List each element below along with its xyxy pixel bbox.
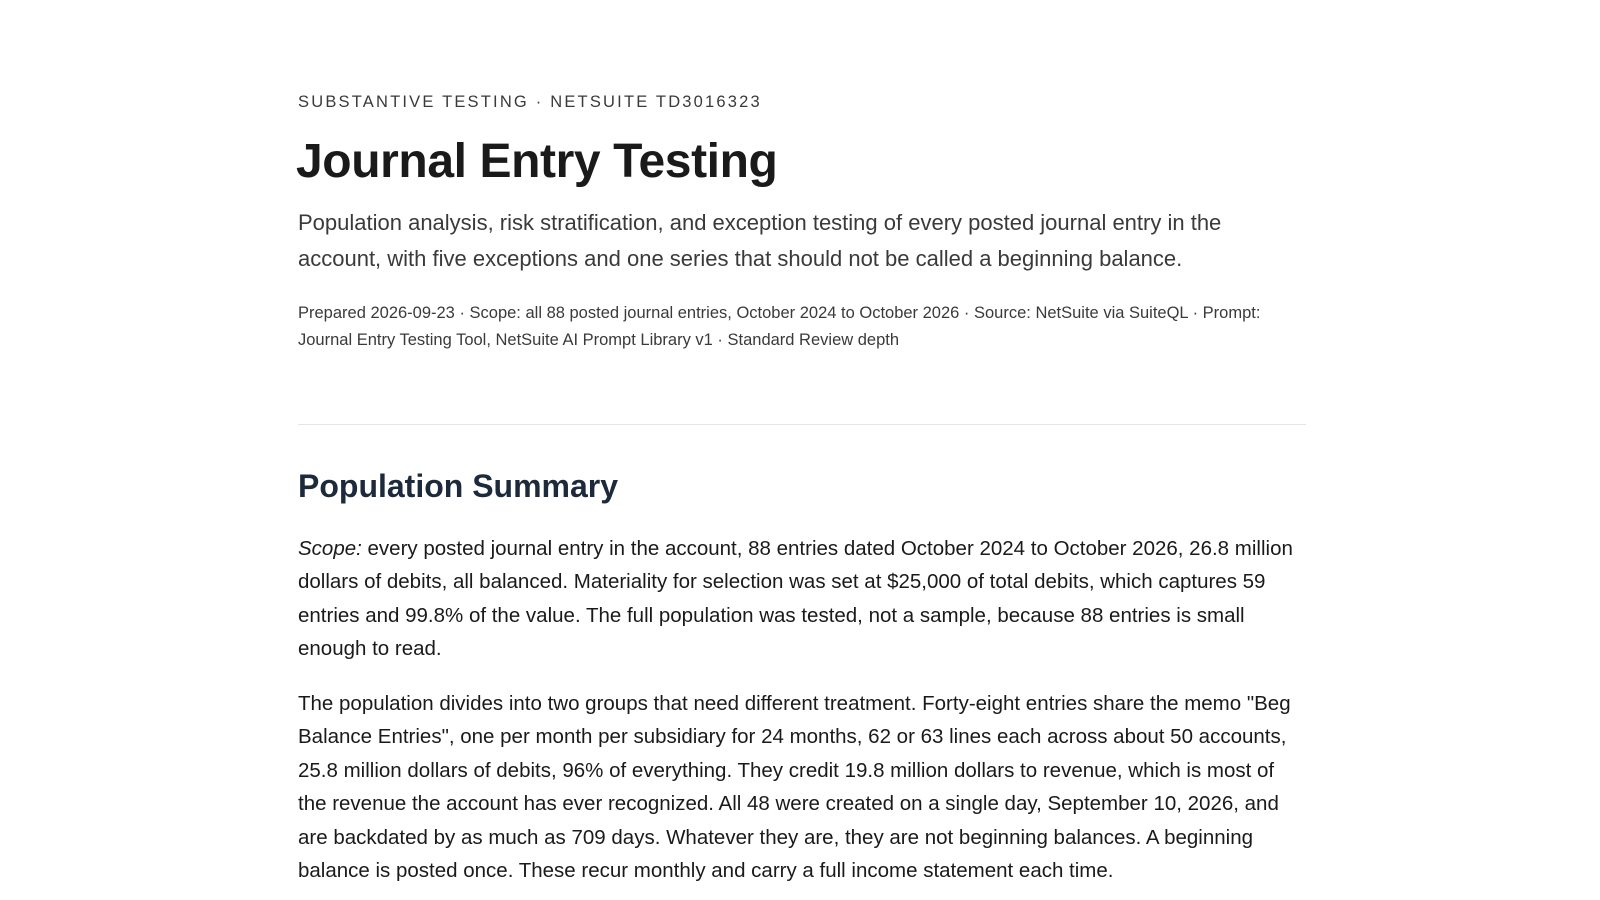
scope-text: every posted journal entry in the account, 88 entries dated October 2024 to October 2026, 26.8 million dollars of debits, all balanced. Materiality for selection was set at $25,000 of total debits, which captures 59 entries and 99.8% of the value. The full population was tested, not a sample, because 88 entries is small enough to read.	[298, 537, 1293, 661]
document-meta: Prepared 2026-09-23 · Scope: all 88 posted journal entries, October 2024 to October 2026 · Source: NetSuite via SuiteQL · Prompt: Journal Entry Testing Tool, NetSuite AI Prompt Library v1 · Standard Review depth	[298, 304, 1261, 349]
scope-label: Scope:	[298, 537, 362, 560]
page-subtitle: Population analysis, risk stratification, and exception testing of every posted journal entry in the account, with five exceptions and one series that should not be called a beginning balance.	[298, 210, 1222, 271]
section-divider	[298, 424, 1306, 425]
paragraph-population-groups: The population divides into two groups that need different treatment. Forty-eight entries share the memo "Beg Balance Entries", one per month per subsidiary for 24 months, 62 or 63 lines each across about 50 accounts, 25.8 million dollars of debits, 96% of everything. They credit 19.8 million dollars to revenue, which is most of the revenue the account has ever recognized. All 48 were created on a single day, September 10, 2026, and are backdated by as much as 709 days. Whatever they are, they are not beginning balances. A beginning balance is posted once. These recur monthly and carry a full income statement each time.	[298, 692, 1291, 883]
page-title: Journal Entry Testing	[296, 135, 778, 188]
eyebrow-label: SUBSTANTIVE TESTING · NETSUITE TD3016323	[298, 93, 762, 111]
paragraph-scope	[298, 532, 1298, 666]
section-heading-population-summary: Population Summary	[298, 468, 619, 504]
